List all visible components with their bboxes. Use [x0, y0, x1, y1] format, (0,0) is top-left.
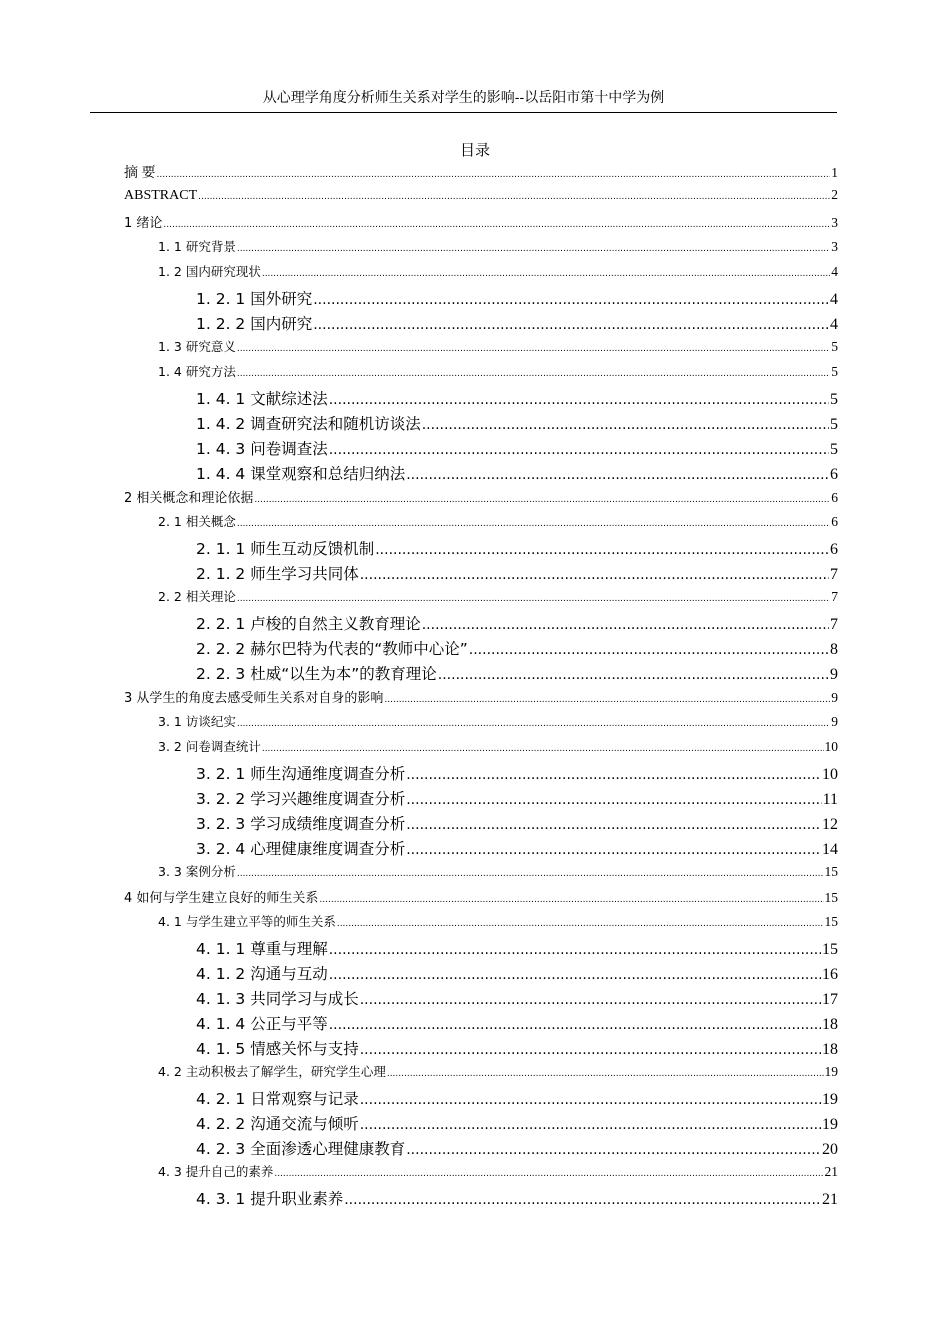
toc-entry-label: 2 相关概念和理论依据 [124, 491, 254, 506]
toc-entry-label: 1 绪论 [124, 216, 163, 231]
toc-entry-page: 15 [824, 914, 838, 929]
toc-leader-dots [406, 792, 821, 808]
toc-entry-label: 3. 2 问卷调查统计 [158, 739, 261, 754]
toc-entry-label: 1. 1 研究背景 [158, 239, 236, 254]
toc-leader-dots [406, 817, 821, 833]
toc-entry[interactable] [124, 237, 838, 262]
toc-entry[interactable] [124, 812, 838, 837]
toc-entry[interactable] [124, 1087, 838, 1112]
toc-entry[interactable] [124, 662, 838, 687]
toc-leader-dots [360, 567, 829, 583]
toc-entry-label: 2. 1. 1 师生互动反馈机制 [196, 540, 375, 558]
toc-entry-label: 3. 2. 1 师生沟通维度调查分析 [196, 765, 406, 783]
header-rule [90, 112, 837, 113]
toc-entry[interactable] [124, 937, 838, 962]
toc-leader-dots [360, 992, 821, 1008]
toc-leader-dots [319, 895, 823, 905]
toc-entry-page: 11 [822, 791, 838, 808]
toc-entry-label: 1. 4 研究方法 [158, 364, 236, 379]
toc-leader-dots [406, 767, 821, 783]
toc-entry-page: 15 [822, 941, 838, 958]
toc-leader-dots [329, 967, 821, 983]
toc-entry-page: 21 [824, 1164, 838, 1179]
toc-entry[interactable] [124, 887, 838, 912]
toc-entry[interactable] [124, 962, 838, 987]
toc-entry-page: 4 [830, 291, 838, 308]
toc-entry[interactable] [124, 687, 838, 712]
toc-title: 目录 [459, 141, 490, 159]
toc-entry-label: 1. 4. 2 调查研究法和随机访谈法 [196, 415, 421, 433]
toc-entry-label: 4. 2. 1 日常观察与记录 [196, 1090, 359, 1108]
toc-leader-dots [329, 1017, 821, 1033]
toc-entry[interactable] [124, 412, 838, 437]
toc-entry-page: 20 [822, 1141, 838, 1158]
toc-entry-label: 3. 1 访谈纪实 [158, 714, 236, 729]
toc-entry-label: 摘 要 [124, 166, 156, 181]
toc-entry-page: 5 [830, 441, 838, 458]
toc-leader-dots [237, 244, 830, 254]
toc-entry-page: 19 [822, 1091, 838, 1108]
toc-entry[interactable] [124, 187, 838, 212]
toc-entry-label: 4. 1 与学生建立平等的师生关系 [158, 914, 336, 929]
toc-entry-page: 7 [830, 566, 838, 583]
toc-leader-dots [337, 919, 824, 929]
toc-entry[interactable] [124, 862, 838, 887]
toc-entry-label: 4. 3 提升自己的素养 [158, 1164, 274, 1179]
toc-entry-page: 5 [830, 391, 838, 408]
toc-entry-page: 7 [830, 616, 838, 633]
toc-entry-page: 19 [822, 1116, 838, 1133]
toc-leader-dots [406, 842, 821, 858]
toc-entry-label: 4 如何与学生建立良好的师生关系 [124, 891, 319, 906]
toc-entry-page: 6 [831, 490, 838, 505]
toc-entry-page: 5 [831, 339, 838, 354]
toc-leader-dots [237, 519, 830, 529]
toc-entry[interactable] [124, 537, 838, 562]
toc-entry-label: 1. 2 国内研究现状 [158, 264, 261, 279]
toc-entry[interactable] [124, 737, 838, 762]
toc-entry-page: 18 [822, 1041, 838, 1058]
toc-entry-page: 4 [830, 316, 838, 333]
toc-leader-dots [406, 467, 829, 483]
toc-entry-page: 18 [822, 1016, 838, 1033]
toc-leader-dots [313, 292, 829, 308]
toc-entry-label: ABSTRACT [124, 188, 198, 203]
toc-entry[interactable] [124, 1062, 838, 1087]
toc-leader-dots [360, 1042, 821, 1058]
toc-entry[interactable] [124, 837, 838, 862]
toc-entry-page: 9 [831, 690, 838, 705]
toc-entry[interactable] [124, 762, 838, 787]
toc-entry-label: 4. 3. 1 提升职业素养 [196, 1190, 344, 1208]
toc-entry[interactable] [124, 562, 838, 587]
running-header: 从心理学角度分析师生关系对学生的影响--以岳阳市第十中学为例 [262, 90, 665, 106]
toc-entry-label: 2. 2 相关理论 [158, 589, 236, 604]
toc-entry[interactable] [124, 437, 838, 462]
toc-entry[interactable] [124, 1112, 838, 1137]
toc-entry[interactable] [124, 362, 838, 387]
toc-entry-page: 7 [831, 589, 838, 604]
toc-entry[interactable] [124, 462, 838, 487]
toc-entry-label: 4. 1. 1 尊重与理解 [196, 940, 328, 958]
toc-entry[interactable] [124, 1137, 838, 1162]
toc-leader-dots [163, 220, 830, 230]
toc-entry[interactable] [124, 1187, 838, 1212]
toc-entry-label: 1. 4. 3 问卷调查法 [196, 440, 328, 458]
toc-leader-dots [422, 417, 829, 433]
toc-entry[interactable] [124, 637, 838, 662]
toc-leader-dots [384, 695, 830, 705]
toc-leader-dots [406, 1142, 821, 1158]
toc-entry[interactable] [124, 1012, 838, 1037]
toc-leader-dots [254, 495, 830, 505]
toc-entry-label: 4. 2 主动积极去了解学生，研究学生心理 [158, 1064, 386, 1079]
toc-entry[interactable] [124, 612, 838, 637]
toc-entry[interactable] [124, 287, 838, 312]
toc-entry-label: 4. 2. 2 沟通交流与倾听 [196, 1115, 359, 1133]
toc-entry-page: 21 [822, 1191, 838, 1208]
toc-entry-page: 5 [831, 364, 838, 379]
toc-entry-page: 6 [830, 466, 838, 483]
toc-leader-dots [387, 1069, 824, 1079]
toc-entry-page: 6 [831, 514, 838, 529]
toc-entry-label: 4. 1. 2 沟通与互动 [196, 965, 328, 983]
toc-leader-dots [329, 942, 821, 958]
toc-entry-page: 15 [824, 864, 838, 879]
toc-entry-page: 14 [822, 841, 838, 858]
toc-leader-dots [360, 1117, 821, 1133]
toc-entry-page: 10 [822, 766, 838, 783]
toc-entry[interactable] [124, 512, 838, 537]
toc-entry[interactable] [124, 337, 838, 362]
toc-entry-page: 16 [822, 966, 838, 983]
toc-entry-label: 4. 1. 3 共同学习与成长 [196, 990, 359, 1008]
toc-leader-dots [262, 744, 824, 754]
toc-entry[interactable] [124, 212, 838, 237]
toc-entry-label: 4. 2. 3 全面渗透心理健康教育 [196, 1140, 406, 1158]
toc-entry-label: 3 从学生的角度去感受师生关系对自身的影响 [124, 691, 384, 706]
toc-leader-dots [157, 170, 831, 180]
toc-entry-page: 3 [831, 239, 838, 254]
toc-leader-dots [274, 1169, 823, 1179]
table-of-contents [124, 162, 838, 1212]
toc-entry-label: 4. 1. 4 公正与平等 [196, 1015, 328, 1033]
toc-entry-label: 2. 1 相关概念 [158, 514, 236, 529]
toc-leader-dots [237, 869, 824, 879]
toc-entry-label: 3. 2. 2 学习兴趣维度调查分析 [196, 790, 406, 808]
toc-entry-page: 9 [830, 666, 838, 683]
toc-entry-label: 1. 2. 2 国内研究 [196, 315, 313, 333]
toc-entry-label: 3. 3 案例分析 [158, 864, 236, 879]
toc-entry[interactable] [124, 312, 838, 337]
toc-entry-label: 3. 2. 3 学习成绩维度调查分析 [196, 815, 406, 833]
toc-entry[interactable] [124, 162, 838, 187]
toc-entry-label: 1. 3 研究意义 [158, 339, 236, 354]
toc-entry-label: 1. 2. 1 国外研究 [196, 290, 313, 308]
toc-entry-page: 10 [824, 739, 838, 754]
toc-entry-label: 1. 4. 1 文献综述法 [196, 390, 328, 408]
toc-entry[interactable] [124, 387, 838, 412]
toc-leader-dots [198, 192, 830, 202]
toc-entry-page: 6 [830, 541, 838, 558]
toc-leader-dots [262, 269, 830, 279]
toc-entry[interactable] [124, 912, 838, 937]
toc-leader-dots [237, 719, 830, 729]
toc-entry-label: 2. 2. 1 卢梭的自然主义教育理论 [196, 615, 421, 633]
toc-leader-dots [237, 344, 830, 354]
toc-leader-dots [360, 1092, 821, 1108]
toc-entry-page: 4 [831, 264, 838, 279]
toc-entry-page: 9 [831, 714, 838, 729]
toc-entry[interactable] [124, 262, 838, 287]
toc-entry-label: 2. 2. 3 杜威“以生为本”的教育理论 [196, 665, 437, 683]
toc-entry[interactable] [124, 987, 838, 1012]
toc-leader-dots [344, 1192, 821, 1208]
toc-entry-label: 4. 1. 5 情感关怀与支持 [196, 1040, 359, 1058]
toc-leader-dots [422, 617, 829, 633]
toc-leader-dots [329, 392, 829, 408]
toc-entry[interactable] [124, 1037, 838, 1062]
toc-entry-page: 8 [830, 641, 838, 658]
toc-entry[interactable] [124, 587, 838, 612]
toc-entry-label: 1. 4. 4 课堂观察和总结归纳法 [196, 465, 406, 483]
toc-entry-page: 3 [831, 215, 838, 230]
toc-entry[interactable] [124, 787, 838, 812]
toc-leader-dots [329, 442, 829, 458]
toc-leader-dots [237, 369, 830, 379]
toc-entry-page: 1 [831, 165, 838, 180]
toc-entry-page: 15 [824, 890, 838, 905]
toc-leader-dots [469, 642, 829, 658]
toc-leader-dots [313, 317, 829, 333]
toc-entry-page: 19 [824, 1064, 838, 1079]
toc-entry[interactable] [124, 712, 838, 737]
toc-leader-dots [237, 594, 830, 604]
toc-leader-dots [438, 667, 829, 683]
toc-entry-page: 17 [822, 991, 838, 1008]
toc-entry[interactable] [124, 487, 838, 512]
toc-leader-dots [375, 542, 829, 558]
toc-entry-label: 2. 2. 2 赫尔巴特为代表的“教师中心论” [196, 640, 468, 658]
toc-entry-page: 12 [822, 816, 838, 833]
toc-entry[interactable] [124, 1162, 838, 1187]
toc-entry-page: 2 [831, 187, 838, 202]
toc-entry-label: 2. 1. 2 师生学习共同体 [196, 565, 359, 583]
toc-entry-page: 5 [830, 416, 838, 433]
toc-entry-label: 3. 2. 4 心理健康维度调查分析 [196, 840, 406, 858]
